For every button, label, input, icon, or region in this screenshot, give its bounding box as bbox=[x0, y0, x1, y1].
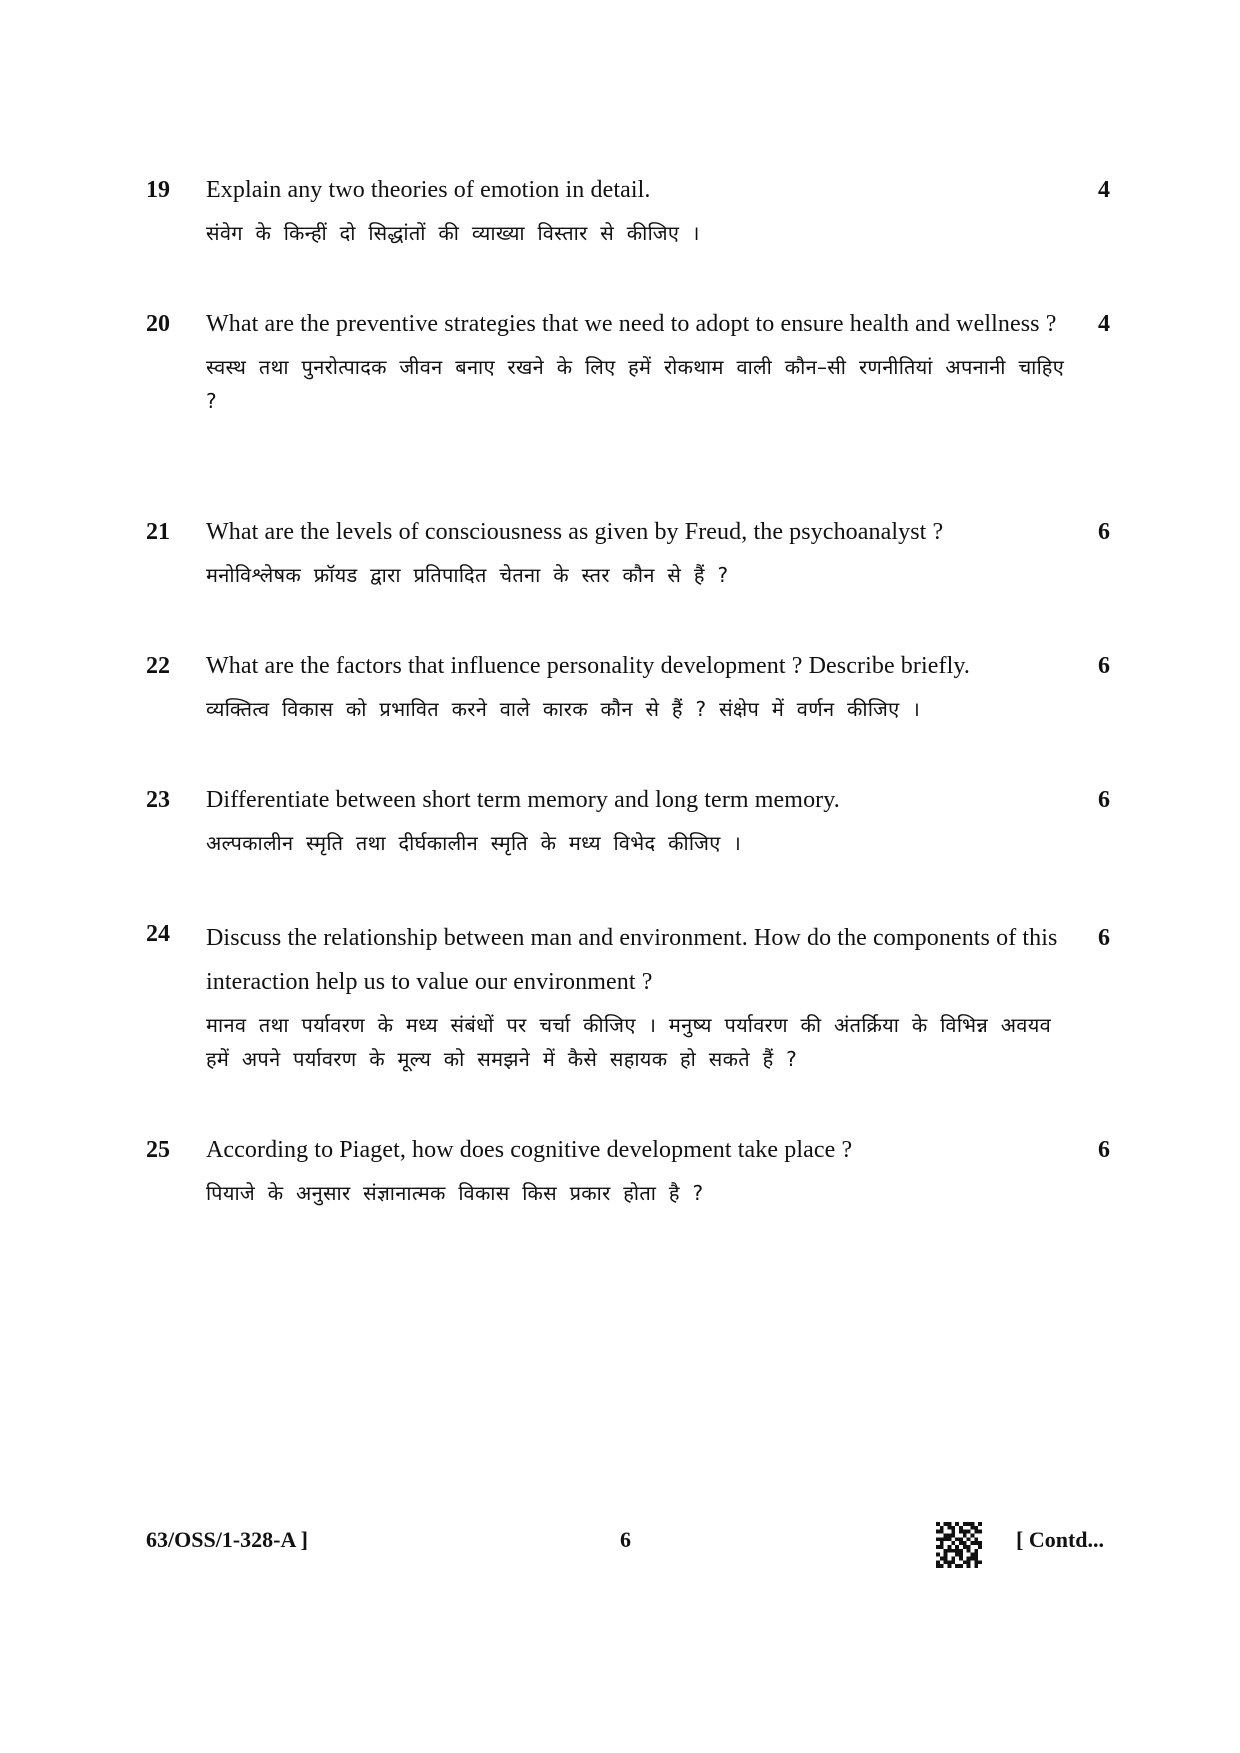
question-text-english: Discuss the relationship between man and environment. How do the components of this interaction help us to value our environment ? bbox=[206, 925, 1058, 995]
question-number: 21 bbox=[146, 519, 170, 545]
question-text-english: Differentiate between short term memory and long term memory. bbox=[206, 787, 840, 813]
question-body bbox=[206, 514, 1066, 592]
question-text-hindi: अल्पकालीन स्मृति तथा दीर्घकालीन स्मृति के मध्य विभेद कीजिए । bbox=[206, 831, 742, 855]
question-number: 23 bbox=[146, 787, 170, 813]
page-number: 6 bbox=[620, 1527, 631, 1552]
question-text-hindi: मनोविश्लेषक फ्रॉयड द्वारा प्रतिपादित चेतना के स्तर कौन से हैं ? bbox=[206, 563, 729, 587]
question-marks: 6 bbox=[1098, 519, 1110, 545]
qr-code-icon bbox=[936, 1522, 982, 1568]
question-number: 25 bbox=[146, 1137, 170, 1163]
question-number: 20 bbox=[146, 311, 170, 337]
question-marks: 4 bbox=[1098, 177, 1110, 203]
question-marks: 4 bbox=[1098, 311, 1110, 337]
question-marks: 6 bbox=[1098, 925, 1110, 951]
question-body bbox=[206, 648, 1066, 726]
question-body bbox=[206, 916, 1066, 1076]
question-number: 19 bbox=[146, 177, 170, 203]
question-text-english: What are the levels of consciousness as given by Freud, the psychoanalyst ? bbox=[206, 519, 944, 545]
question-text-english: According to Piaget, how does cognitive development take place ? bbox=[206, 1137, 853, 1163]
question-number: 24 bbox=[146, 921, 170, 947]
paper-code: 63/OSS/1-328-A ] bbox=[146, 1527, 308, 1552]
question-marks: 6 bbox=[1098, 1137, 1110, 1163]
question-marks: 6 bbox=[1098, 653, 1110, 679]
question-body bbox=[206, 306, 1066, 418]
question-number: 22 bbox=[146, 653, 170, 679]
continued-label: [ Contd... bbox=[1016, 1527, 1105, 1552]
question-body bbox=[206, 1132, 1066, 1210]
question-text-english: Explain any two theories of emotion in detail. bbox=[206, 177, 651, 203]
question-body bbox=[206, 782, 1066, 860]
question-text-english: What are the factors that influence personality development ? Describe briefly. bbox=[206, 653, 971, 679]
question-text-hindi: मानव तथा पर्यावरण के मध्य संबंधों पर चर्चा कीजिए । मनुष्य पर्यावरण की अंतर्क्रिया के विभिन्न अवयव हमें अपने पर्यावरण के मूल्य को समझने में कैसे सहायक हो सकते हैं ? bbox=[206, 1013, 1052, 1071]
question-text-hindi: पियाजे के अनुसार संज्ञानात्मक विकास किस प्रकार होता है ? bbox=[206, 1181, 704, 1205]
question-body bbox=[206, 172, 1066, 250]
page-footer bbox=[0, 1522, 1240, 1572]
question-marks: 6 bbox=[1098, 787, 1110, 813]
question-text-hindi: व्यक्तित्व विकास को प्रभावित करने वाले कारक कौन से हैं ? संक्षेप में वर्णन कीजिए । bbox=[206, 697, 921, 721]
question-text-hindi: स्वस्थ तथा पुनरोत्पादक जीवन बनाए रखने के लिए हमें रोकथाम वाली कौन–सी रणनीतियां अपनानी चाहिए ? bbox=[206, 355, 1065, 413]
question-text-english: What are the preventive strategies that we need to adopt to ensure health and wellness ? bbox=[206, 311, 1057, 337]
question-text-hindi: संवेग के किन्हीं दो सिद्धांतों की व्याख्या विस्तार से कीजिए । bbox=[206, 221, 700, 245]
